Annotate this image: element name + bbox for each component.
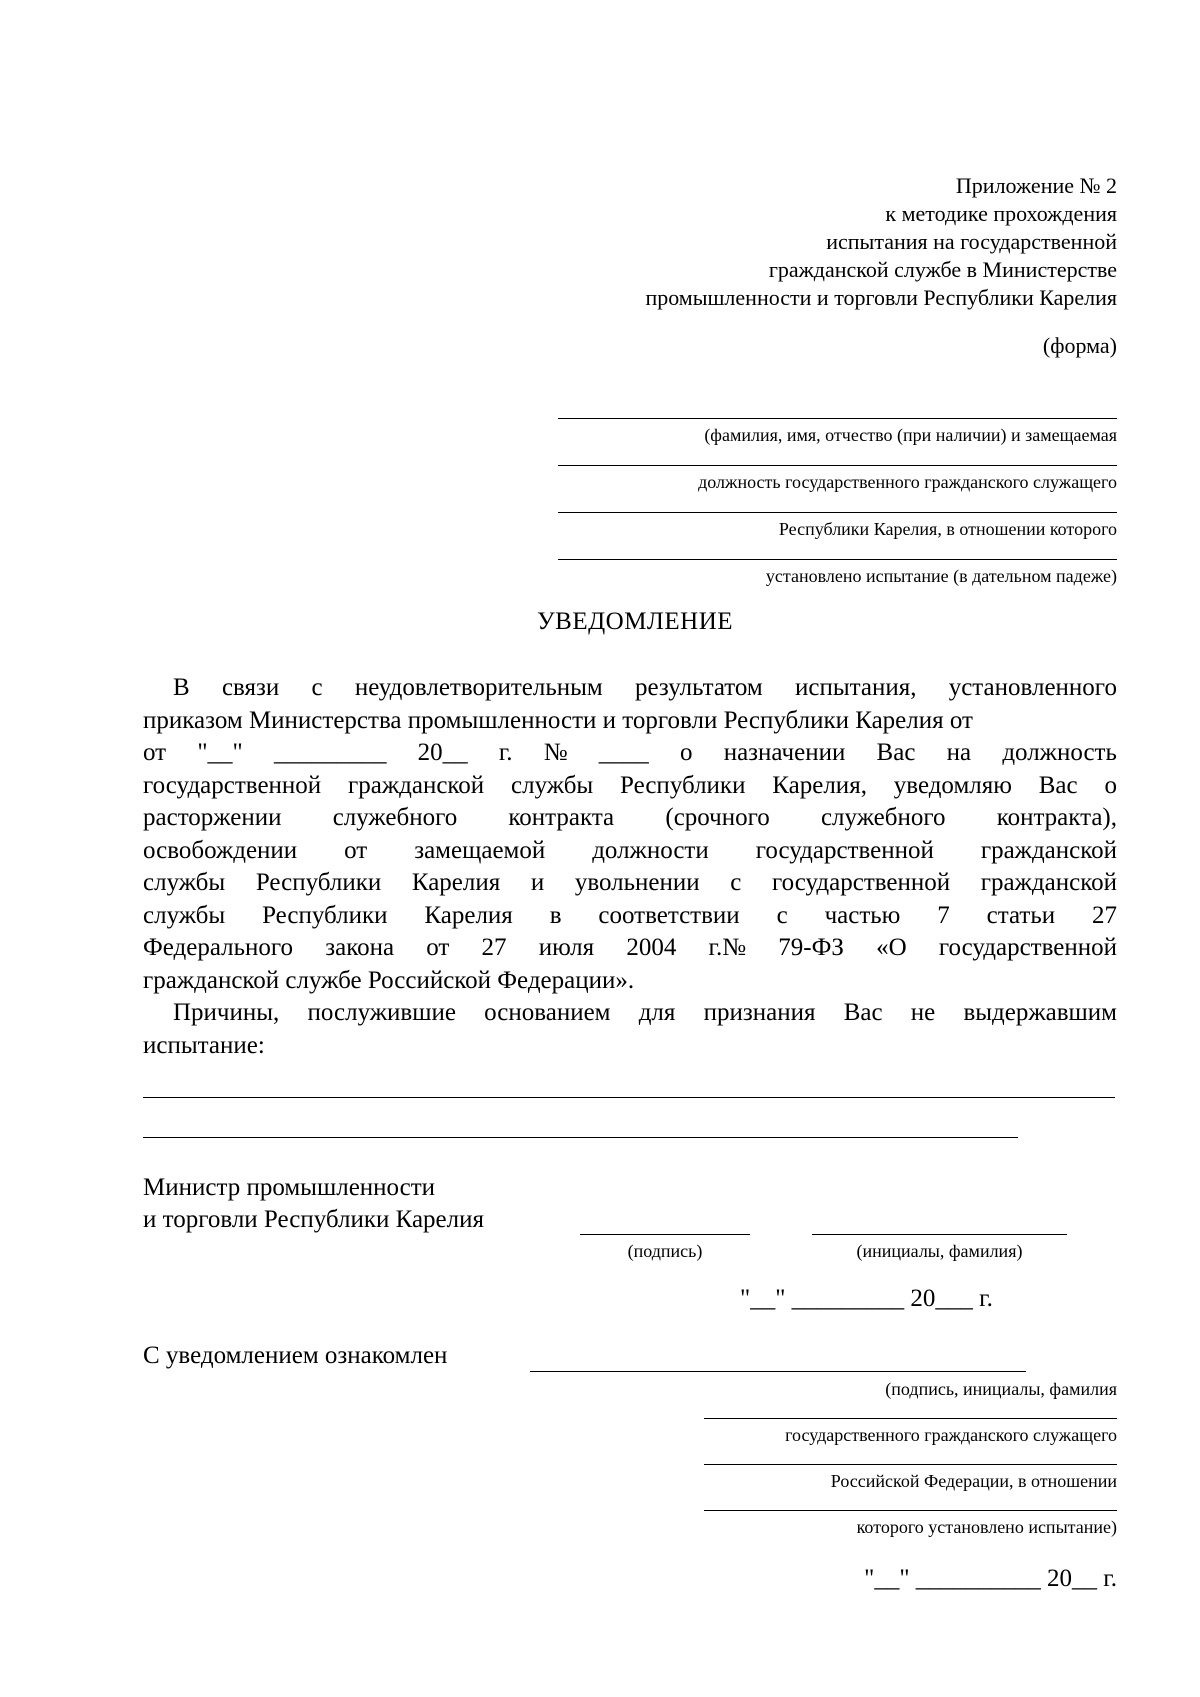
acknowledgement-caption-3: Российской Федерации, в отношении	[830, 1471, 1117, 1491]
appendix-line: промышленности и торговли Республики Карелия	[645, 285, 1117, 310]
body-word: 79-ФЗ	[778, 934, 844, 961]
body-word: для	[638, 999, 676, 1026]
body-word: с	[730, 869, 742, 896]
reason-line-2[interactable]	[143, 1137, 1018, 1138]
body-word: Вас	[843, 999, 883, 1026]
addressee-caption-2: должность государственного гражданского служащего	[698, 472, 1117, 492]
body-word: освобождении	[143, 836, 298, 864]
body-word: г.№	[708, 934, 747, 961]
body-word: признания	[703, 999, 816, 1026]
body-line: гражданской службе Российской Федерации».	[143, 966, 635, 994]
addressee-line-3[interactable]	[558, 512, 1117, 513]
acknowledgement-caption-4: которого установлено испытание)	[856, 1517, 1117, 1537]
acknowledgement-line-3[interactable]	[704, 1464, 1117, 1465]
form-label: (форма)	[1042, 333, 1117, 358]
body-word: Карелия	[424, 901, 513, 929]
addressee-caption-4: установлено испытание (в дательном падеже)	[765, 566, 1117, 586]
body-word: «О	[876, 934, 907, 961]
body-word: от	[143, 739, 167, 766]
body-word: установленного	[948, 674, 1117, 701]
body-word: гражданской	[980, 836, 1117, 864]
body-line	[143, 770, 1117, 803]
position-line: и торговли Республики Карелия	[143, 1206, 484, 1233]
acknowledgement-line-2[interactable]	[704, 1418, 1117, 1419]
body-word: Федерального	[143, 934, 294, 961]
body-word: связи	[221, 674, 280, 701]
body-word: службы	[143, 901, 226, 929]
addressee-line-1[interactable]	[558, 418, 1117, 419]
body-word: с	[311, 674, 323, 701]
body-word: ____	[598, 739, 649, 766]
body-word: 27	[481, 934, 507, 961]
body-word: государственной	[938, 934, 1117, 961]
body-word: контракта),	[996, 804, 1117, 831]
name-caption: (инициалы, фамилия)	[856, 1241, 1023, 1261]
appendix-number: Приложение № 2	[955, 173, 1117, 198]
minister-date[interactable]: "__" _________ 20___ г.	[740, 1285, 993, 1312]
signature-caption: (подпись)	[627, 1241, 703, 1261]
body-word: должности	[592, 836, 709, 864]
body-word: Вас	[1038, 771, 1078, 799]
appendix-line: к методике прохождения	[885, 201, 1117, 226]
body-line	[143, 737, 1117, 770]
body-word: должность	[1002, 739, 1117, 766]
body-word: государственной	[771, 869, 951, 896]
body-line	[143, 900, 1117, 933]
body-word: гражданской	[348, 771, 485, 799]
body-word: испытания,	[794, 674, 917, 701]
body-word: служебного	[332, 804, 458, 831]
body-word: уведомляю	[893, 771, 1012, 799]
body-word: о	[1104, 771, 1117, 799]
notification-body	[143, 672, 1117, 1062]
appendix-line: испытания на государственной	[826, 229, 1117, 254]
body-word: соответствии	[598, 901, 740, 929]
body-word: государственной	[755, 836, 934, 864]
body-word: от	[344, 836, 368, 864]
body-word: с	[776, 901, 788, 929]
minister-name-line[interactable]	[812, 1234, 1067, 1235]
addressee-line-2[interactable]	[558, 465, 1117, 466]
body-word: В	[173, 674, 190, 701]
body-word: июля	[538, 934, 595, 961]
body-word: результатом	[635, 674, 763, 701]
body-word: службы	[143, 869, 226, 896]
appendix-line: гражданской службе в Министерстве	[768, 257, 1117, 282]
body-word: Республики	[262, 901, 388, 929]
body-word: частью	[824, 901, 901, 929]
body-word: Карелия	[411, 869, 501, 896]
body-word: неудовлетворительным	[354, 674, 603, 701]
body-word: "__"	[197, 739, 243, 766]
body-word: в	[549, 901, 562, 929]
body-word: не	[910, 999, 936, 1026]
body-word: Республики	[620, 771, 746, 799]
body-word: от	[426, 934, 450, 961]
body-word: Причины,	[173, 999, 280, 1026]
body-line	[143, 932, 1117, 965]
document-title: УВЕДОМЛЕНИЕ	[536, 608, 734, 635]
body-line: приказом Министерства промышленности и торговли Республики Карелия от	[143, 706, 973, 734]
acknowledgement-signature-line[interactable]	[530, 1371, 1026, 1372]
body-line	[143, 997, 1117, 1030]
acknowledgement-line-4[interactable]	[704, 1510, 1117, 1511]
acknowledgement-caption-2: государственного гражданского служащего	[785, 1425, 1117, 1445]
body-word: 27	[1092, 901, 1117, 929]
body-word: о	[680, 739, 693, 766]
body-word: №	[543, 739, 568, 766]
body-word: увольнении	[574, 869, 700, 896]
body-line	[143, 867, 1117, 900]
body-line: испытание:	[143, 1031, 265, 1059]
body-word: Республики	[255, 869, 382, 896]
body-word: Вас	[876, 739, 916, 766]
body-line	[143, 672, 1117, 705]
addressee-line-4[interactable]	[558, 559, 1117, 560]
body-line	[143, 802, 1117, 835]
body-word: послужившие	[307, 999, 456, 1026]
body-word: на	[946, 739, 972, 766]
acknowledgement-date[interactable]: "__" __________ 20__ г.	[864, 1565, 1117, 1592]
body-word: государственной	[143, 771, 322, 799]
body-word: расторжении	[143, 804, 282, 831]
position-line: Министр промышленности	[143, 1174, 436, 1201]
body-word: основанием	[484, 999, 611, 1026]
body-word: Карелия,	[772, 771, 867, 799]
body-word: гражданской	[980, 869, 1117, 896]
body-word: 2004	[626, 934, 677, 961]
body-word: выдержавшим	[963, 999, 1117, 1026]
body-word: служебного	[820, 804, 946, 831]
minister-position	[143, 1172, 484, 1236]
body-word: (срочного	[665, 804, 770, 831]
body-word: г.	[498, 739, 513, 766]
body-word: и	[530, 869, 545, 896]
body-line	[143, 835, 1117, 868]
acknowledgement-caption-1: (подпись, инициалы, фамилия	[885, 1379, 1117, 1399]
minister-signature-line[interactable]	[580, 1234, 750, 1235]
body-word: контракта	[508, 804, 615, 831]
body-word: 7	[937, 901, 950, 929]
addressee-caption-3: Республики Карелия, в отношении которого	[778, 519, 1117, 539]
body-word: службы	[511, 771, 594, 799]
body-word: _________	[273, 739, 387, 766]
appendix-header	[645, 172, 1117, 360]
reason-line-1[interactable]	[143, 1097, 1115, 1098]
body-word: закона	[325, 934, 395, 961]
body-word: замещаемой	[414, 836, 546, 864]
body-word: назначении	[723, 739, 846, 766]
addressee-caption-1: (фамилия, имя, отчество (при наличии) и замещаемая	[704, 425, 1117, 445]
body-word: 20__	[417, 739, 468, 766]
body-word: статьи	[986, 901, 1056, 929]
acknowledgement-label: С уведомлением ознакомлен	[143, 1342, 448, 1369]
